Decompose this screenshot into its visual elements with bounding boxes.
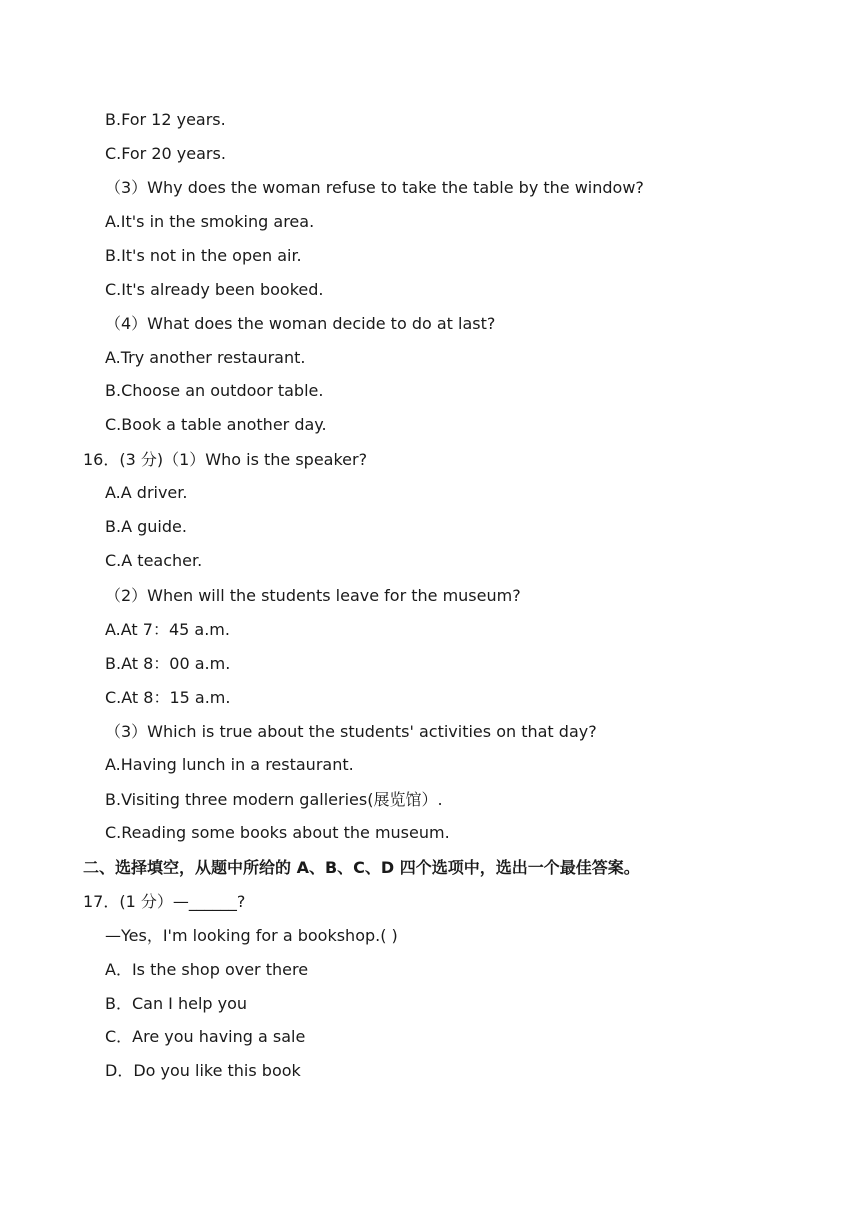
sub-question: （2）When will the students leave for the museum? (105, 586, 521, 605)
option-line: C.For 20 years. (105, 144, 226, 163)
option-line: A.It's in the smoking area. (105, 212, 315, 231)
option-line: B.A guide. (105, 517, 187, 536)
option-line: C.A teacher. (105, 551, 203, 570)
option-line: C.Book a table another day. (105, 415, 327, 434)
option-line: B.At 8：00 a.m. (105, 654, 231, 673)
option-line: B.For 12 years. (105, 110, 226, 129)
option-line: C.At 8：15 a.m. (105, 688, 231, 707)
option-line: C．Are you having a sale (105, 1027, 306, 1046)
option-line: A．Is the shop over there (105, 960, 309, 979)
section-heading: 二、选择填空，从题中所给的 A、B、C、D 四个选项中，选出一个最佳答案。 (83, 858, 640, 877)
option-line: C.It's already been booked. (105, 280, 324, 299)
sub-question: （3）Which is true about the students' activities on that day? (105, 722, 597, 741)
option-line: D．Do you like this book (105, 1061, 301, 1080)
question-17: 17．(1 分）—______? (83, 892, 246, 911)
option-line: A.Try another restaurant. (105, 348, 306, 367)
sub-question: （3）Why does the woman refuse to take the table by the window? (105, 178, 644, 197)
dialogue-line: —Yes，I'm looking for a bookshop.( ) (105, 926, 398, 945)
option-line: B.Choose an outdoor table. (105, 381, 324, 400)
option-line: B.Visiting three modern galleries(展览馆）. (105, 790, 443, 809)
option-line: A.A driver. (105, 483, 188, 502)
option-line: A.At 7：45 a.m. (105, 620, 230, 639)
option-line: B．Can I help you (105, 994, 248, 1013)
option-line: A.Having lunch in a restaurant. (105, 755, 354, 774)
question-16: 16．(3 分)（1）Who is the speaker? (83, 450, 368, 469)
option-line: C.Reading some books about the museum. (105, 823, 450, 842)
option-line: B.It's not in the open air. (105, 246, 302, 265)
sub-question: （4）What does the woman decide to do at last? (105, 314, 496, 333)
